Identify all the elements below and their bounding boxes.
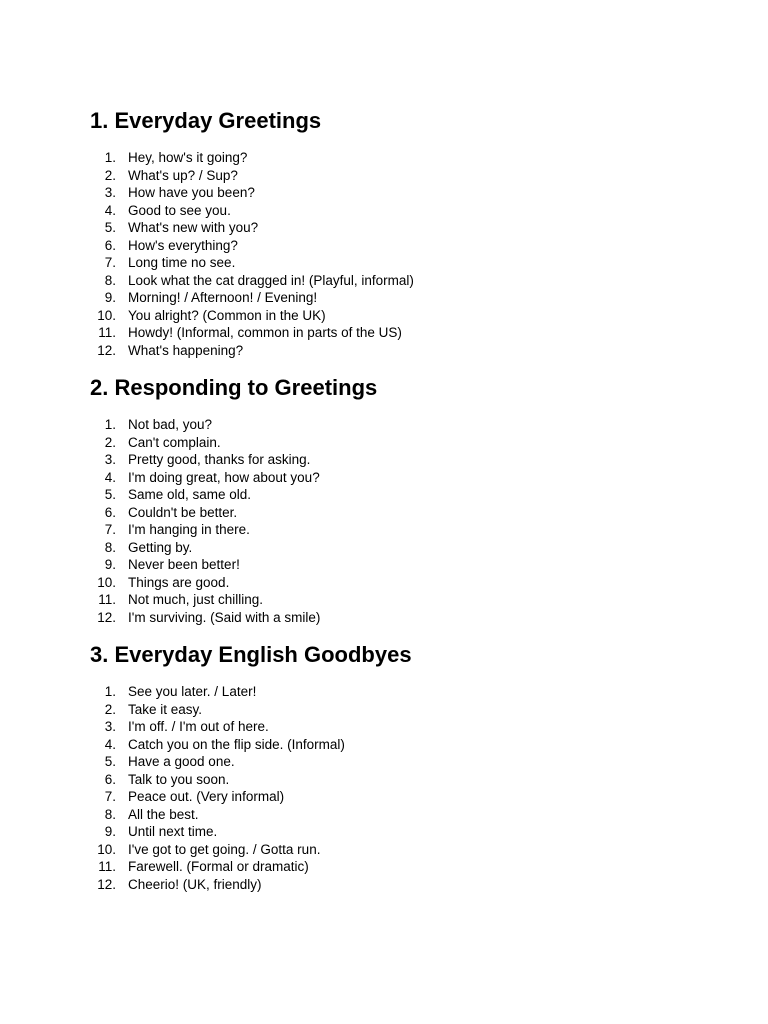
list-text: Long time no see.: [128, 255, 236, 270]
section-heading: 1. Everyday Greetings: [90, 108, 322, 133]
list-number: 9.: [104, 290, 116, 305]
section-responding-to-greetings: [90, 375, 710, 625]
list-text: Same old, same old.: [128, 487, 252, 502]
list-text: What's happening?: [128, 342, 244, 358]
list-text: Couldn't be better.: [128, 504, 238, 520]
list-text: Talk to you soon.: [128, 771, 230, 787]
list-number: 10.: [97, 841, 116, 857]
list-text: What's up? / Sup?: [128, 167, 238, 183]
list-text: What's new with you?: [128, 220, 259, 235]
section-everyday-greetings: [90, 108, 710, 358]
list-text: Good to see you.: [128, 202, 231, 218]
list-number: 12.: [97, 342, 116, 358]
list-number: 6.: [104, 504, 116, 520]
list-text: All the best.: [128, 806, 199, 822]
list-number: 7.: [104, 789, 116, 804]
list-text: See you later. / Later!: [128, 684, 257, 699]
list-text: Things are good.: [128, 574, 230, 590]
list-text: Howdy! (Informal, common in parts of the US): [128, 325, 402, 340]
list-number: 11.: [98, 325, 116, 340]
list-text: Morning! / Afternoon! / Evening!: [128, 290, 318, 305]
list-text: I've got to get going. / Gotta run.: [128, 841, 321, 857]
list-text: Pretty good, thanks for asking.: [128, 452, 311, 467]
list-number: 2.: [104, 701, 116, 717]
list-number: 3.: [104, 719, 116, 734]
list-number: 4.: [104, 202, 116, 218]
section-heading: 3. Everyday English Goodbyes: [90, 642, 412, 667]
list-text: Take it easy.: [128, 701, 203, 717]
list-number: 1.: [104, 417, 116, 432]
list-text: Not bad, you?: [128, 417, 213, 432]
list-text: You alright? (Common in the UK): [128, 307, 326, 323]
list-number: 7.: [104, 255, 116, 270]
list-number: 7.: [104, 522, 116, 537]
list-number: 8.: [104, 272, 116, 288]
list-text: I'm doing great, how about you?: [128, 469, 320, 485]
list-text: Until next time.: [128, 824, 218, 839]
list-text: I'm off. / I'm out of here.: [128, 719, 269, 734]
section-heading: 2. Responding to Greetings: [90, 375, 378, 400]
list-text: Have a good one.: [128, 754, 235, 769]
list-number: 3.: [104, 185, 116, 200]
list-text: Peace out. (Very informal): [128, 789, 285, 804]
list-number: 11.: [98, 859, 116, 874]
list-number: 8.: [104, 539, 116, 555]
list-text: Never been better!: [128, 557, 240, 572]
list-text: How have you been?: [128, 185, 255, 200]
list-number: 6.: [104, 771, 116, 787]
section-everyday-english-goodbyes: [90, 642, 710, 892]
list-number: 12.: [97, 876, 116, 892]
list-number: 5.: [104, 754, 116, 769]
list-text: I'm surviving. (Said with a smile): [128, 609, 321, 625]
list-text: Getting by.: [128, 539, 193, 555]
list-number: 8.: [104, 806, 116, 822]
list-number: 9.: [104, 824, 116, 839]
list-number: 5.: [104, 220, 116, 235]
list-number: 4.: [104, 736, 116, 752]
list-number: 5.: [104, 487, 116, 502]
list-number: 11.: [98, 592, 116, 607]
list-text: Not much, just chilling.: [128, 592, 264, 607]
list-text: Can't complain.: [128, 434, 221, 450]
list-number: 3.: [104, 452, 116, 467]
list-text: Hey, how's it going?: [128, 150, 248, 165]
list-text: Catch you on the flip side. (Informal): [128, 736, 345, 752]
list-number: 2.: [104, 434, 116, 450]
list-number: 1.: [104, 150, 116, 165]
list-number: 10.: [97, 574, 116, 590]
list-text: Farewell. (Formal or dramatic): [128, 859, 309, 874]
list-text: Cheerio! (UK, friendly): [128, 876, 262, 892]
list-number: 12.: [97, 609, 116, 625]
list-number: 6.: [104, 237, 116, 253]
list-number: 9.: [104, 557, 116, 572]
list-number: 2.: [104, 167, 116, 183]
list-text: I'm hanging in there.: [128, 522, 250, 537]
list-number: 4.: [104, 469, 116, 485]
list-text: How's everything?: [128, 237, 238, 253]
list-text: Look what the cat dragged in! (Playful, informal): [128, 272, 414, 288]
list-number: 10.: [97, 307, 116, 323]
list-number: 1.: [104, 684, 116, 699]
